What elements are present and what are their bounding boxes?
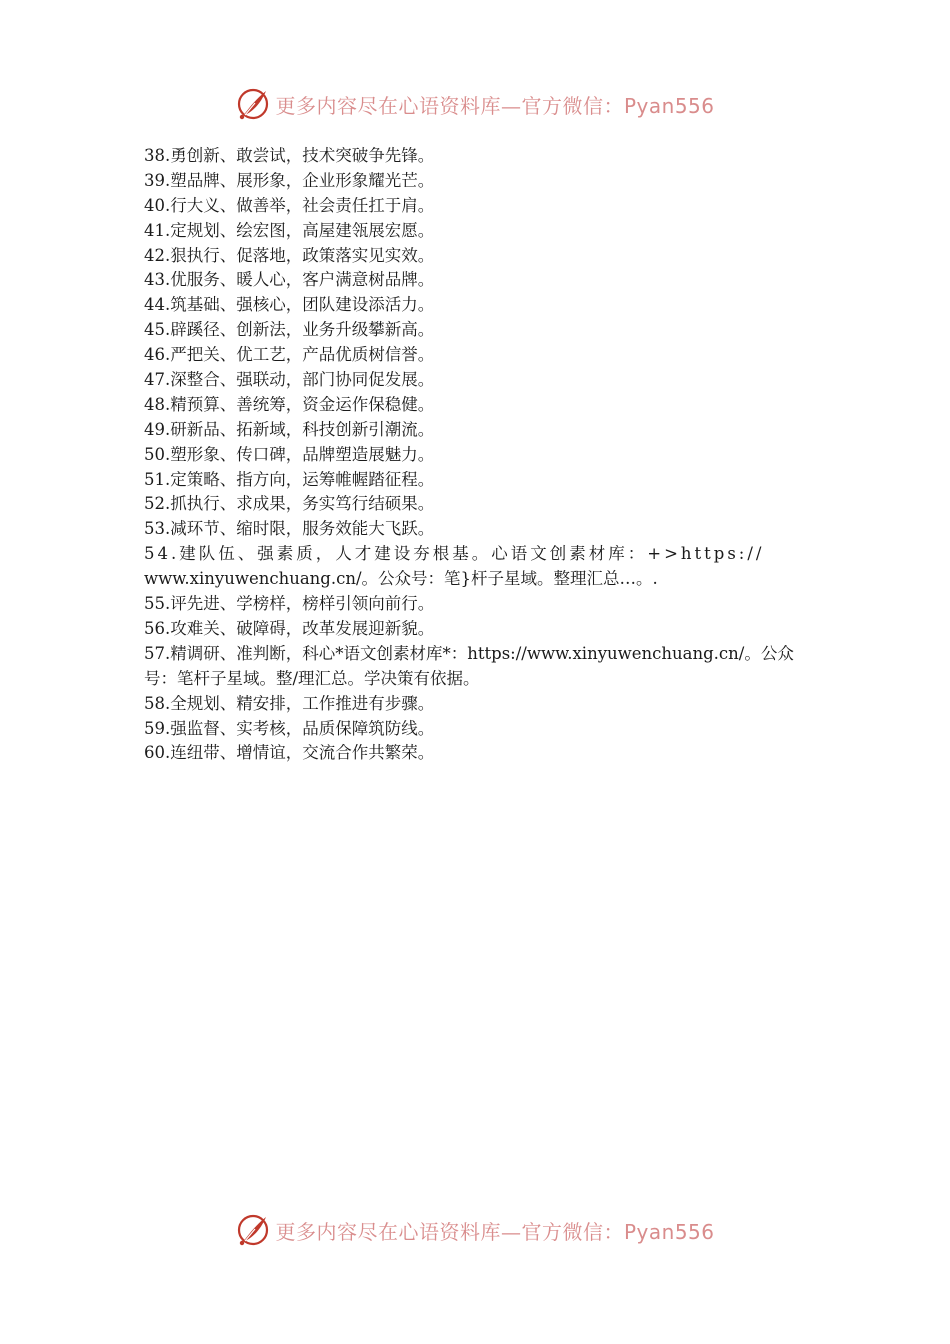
- footer-wechat-handle: Pyan556: [623, 1219, 715, 1244]
- list-item: 52.抓执行、求成果，务实笃行结硕果。: [144, 494, 435, 514]
- header-banner-text: 更多内容尽在心语资料库—官方微信：Pyan556: [275, 93, 715, 118]
- list-item: 49.研新品、拓新域，科技创新引潮流。: [144, 419, 435, 439]
- quill-logo-icon: [235, 1212, 271, 1248]
- list-item: 42.狠执行、促落地，政策落实见实效。: [144, 245, 435, 265]
- footer-banner-text: 更多内容尽在心语资料库—官方微信：Pyan556: [275, 1219, 715, 1244]
- list-item-54-line2: www.xinyuwenchuang.cn/。公众号：笔}杆子星域。整理汇总…。.: [144, 569, 658, 589]
- list-item: 56.攻难关、破障碍，改革发展迎新貌。: [144, 618, 435, 638]
- list-item-54-line1: 54.建队伍、强素质，人才建设夯根基。心语文创素材库：+>https://: [144, 544, 765, 564]
- list-item: 48.精预算、善统筹，资金运作保稳健。: [144, 394, 435, 414]
- header-wechat-handle: Pyan556: [623, 93, 715, 118]
- quill-logo-icon: [235, 86, 271, 122]
- header-banner: [0, 82, 950, 126]
- list-item: 38.勇创新、敢尝试，技术突破争先锋。: [144, 146, 435, 165]
- list-item: 59.强监督、实考核，品质保障筑防线。: [144, 718, 435, 738]
- list-item: 55.评先进、学榜样，榜样引领向前行。: [144, 594, 435, 614]
- list-item: 60.连纽带、增情谊，交流合作共繁荣。: [144, 743, 435, 763]
- list-item: 45.辟蹊径、创新法，业务升级攀新高。: [144, 320, 435, 340]
- list-item: 58.全规划、精安排，工作推进有步骤。: [144, 693, 435, 713]
- list-item: 47.深整合、强联动，部门协同促发展。: [144, 370, 435, 390]
- list-item: 50.塑形象、传口碑，品牌塑造展魅力。: [144, 444, 435, 464]
- list-item: 51.定策略、指方向，运筹帷幄踏征程。: [144, 469, 435, 489]
- list-item: 53.减环节、缩时限，服务效能大飞跃。: [144, 519, 435, 539]
- list-item: 40.行大义、做善举，社会责任扛于肩。: [144, 195, 435, 215]
- list-item: 44.筑基础、强核心，团队建设添活力。: [144, 295, 435, 315]
- document-body: [144, 144, 808, 766]
- list-item: 39.塑品牌、展形象，企业形象耀光芒。: [144, 170, 435, 190]
- list-item: 43.优服务、暖人心，客户满意树品牌。: [144, 270, 435, 290]
- list-item: 41.定规划、绘宏图，高屋建瓴展宏愿。: [144, 220, 435, 240]
- footer-banner: [0, 1208, 950, 1252]
- list-item: 46.严把关、优工艺，产品优质树信誉。: [144, 345, 435, 365]
- list-item-57: 57.精调研、准判断，科心*语文创素材库*：https://www.xinyuwenchuang.cn/。公众号：笔杆子星域。整/理汇总。学决策有依据。: [144, 643, 794, 688]
